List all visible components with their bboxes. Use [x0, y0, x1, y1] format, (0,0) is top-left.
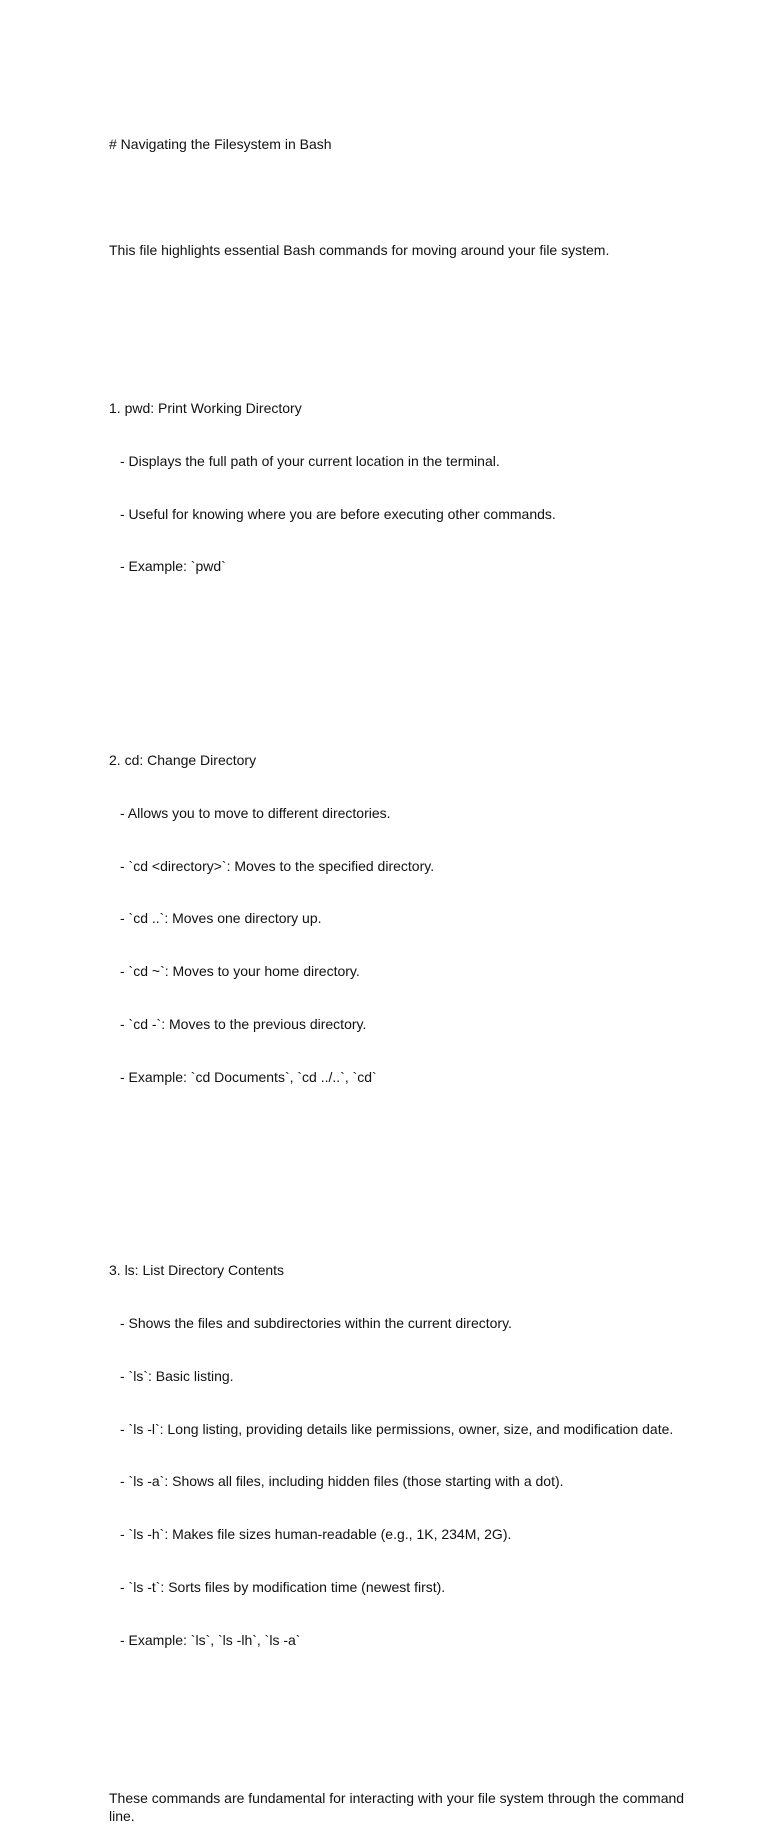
- blank-line: [109, 295, 709, 313]
- intro-paragraph: This file highlights essential Bash commands for moving around your file system.: [109, 241, 610, 258]
- list-item: - Useful for knowing where you are before executing other commands.: [120, 505, 556, 522]
- list-item: - `ls -l`: Long listing, providing details like permissions, owner, size, and modification date.: [120, 1420, 674, 1437]
- list-item: - `ls -t`: Sorts files by modification time (newest first).: [120, 1578, 446, 1595]
- section-pwd: [109, 365, 709, 611]
- list-item: - Allows you to move to different directories.: [120, 804, 391, 821]
- document-heading: # Navigating the Filesystem in Bash: [109, 136, 332, 153]
- list-item: - `cd ..`: Moves one directory up.: [120, 910, 322, 927]
- blank-line: [109, 189, 709, 207]
- list-item: - Shows the files and subdirectories within the current directory.: [120, 1314, 512, 1331]
- blank-line: [109, 646, 709, 664]
- list-item: - `ls -a`: Shows all files, including hidden files (those starting with a dot).: [120, 1473, 564, 1490]
- list-item: - `cd -`: Moves to the previous directory.: [120, 1015, 367, 1032]
- list-item: - Example: `pwd`: [120, 558, 226, 575]
- list-item: - `ls`: Basic listing.: [120, 1367, 234, 1384]
- list-item: - Example: `ls`, `ls -lh`, `ls -a`: [120, 1631, 301, 1648]
- section-ls: [109, 1227, 709, 1684]
- closing-paragraph: These commands are fundamental for interacting with your file system through the command line.: [109, 1790, 688, 1824]
- blank-line: [109, 1157, 709, 1175]
- section-title: 3. ls: List Directory Contents: [109, 1262, 285, 1279]
- list-item: - Displays the full path of your current location in the terminal.: [120, 452, 500, 469]
- list-item: - Example: `cd Documents`, `cd ../..`, `cd`: [120, 1068, 377, 1085]
- section-cd: [109, 717, 709, 1122]
- list-item: - `cd ~`: Moves to your home directory.: [120, 963, 360, 980]
- blank-line: [109, 1720, 709, 1738]
- section-title: 1. pwd: Print Working Directory: [109, 400, 302, 417]
- document-page: [109, 101, 709, 1843]
- section-title: 2. cd: Change Directory: [109, 751, 257, 768]
- list-item: - `ls -h`: Makes file sizes human-readable (e.g., 1K, 234M, 2G).: [120, 1526, 512, 1543]
- list-item: - `cd <directory>`: Moves to the specified directory.: [120, 857, 435, 874]
